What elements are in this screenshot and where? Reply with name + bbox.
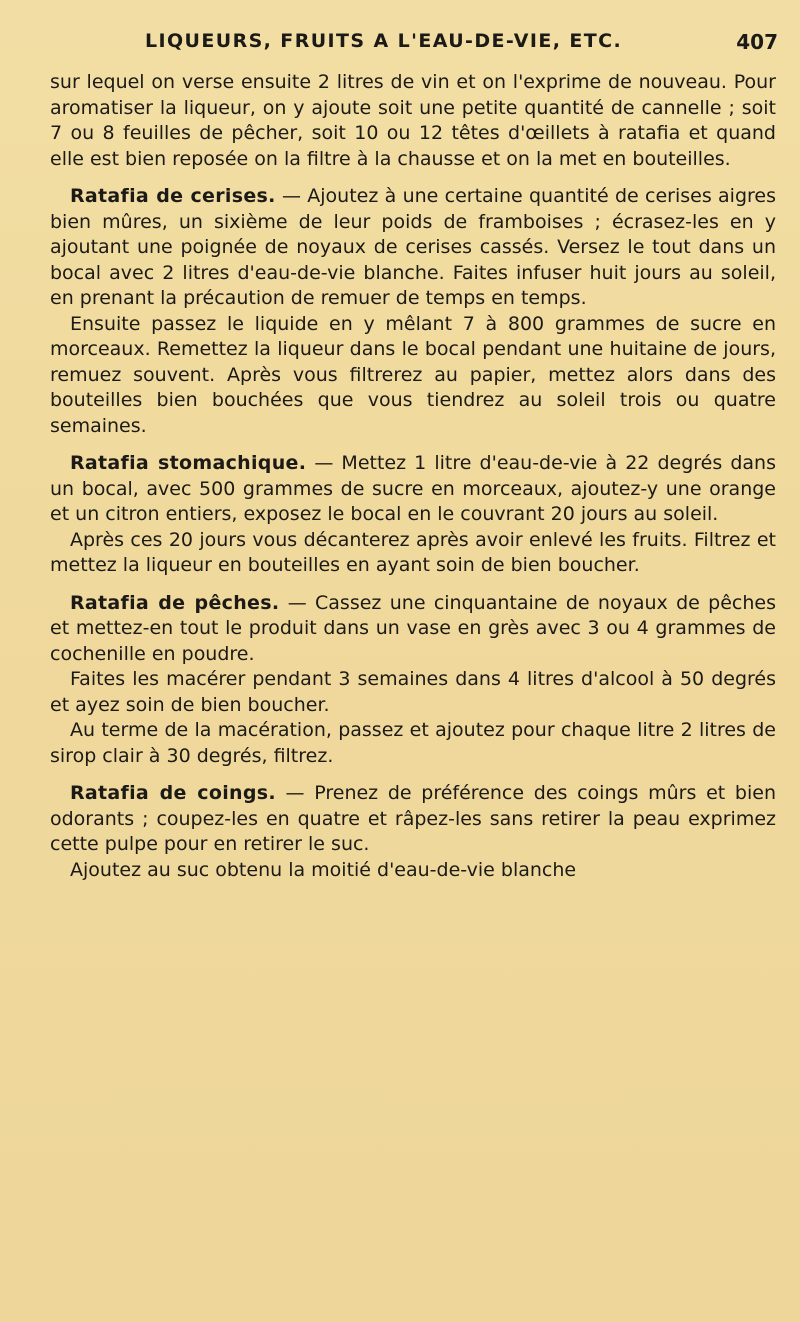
paragraph-text: Ajoutez au suc obtenu la moitié d'eau-de-vie blanche xyxy=(70,858,577,881)
page-number: 407 xyxy=(736,30,778,54)
recipe-heading: Ratafia stomachique. xyxy=(70,452,307,474)
recipe-ratafia-peches xyxy=(50,591,776,668)
paragraph xyxy=(50,858,776,884)
recipe-ratafia-coings xyxy=(50,781,776,858)
paragraph xyxy=(50,667,776,718)
recipe-ratafia-cerises xyxy=(50,184,776,312)
recipe-heading: Ratafia de cerises. xyxy=(70,185,276,207)
paragraph xyxy=(50,312,776,440)
paragraph xyxy=(50,718,776,769)
paragraph-text: Au terme de la macération, passez et ajoutez pour chaque litre 2 litres de sirop clair à 30 degrés, filtrez. xyxy=(50,719,776,767)
paragraph-text: — Cassez une cinquantaine de noyaux de pêches et mettez-en tout le produit dans un vase en grès avec 3 ou 4 grammes de cochenille en poudre. xyxy=(50,591,776,665)
paragraph-continuation xyxy=(50,70,776,172)
paragraph-text: Faites les macérer pendant 3 semaines dans 4 litres d'alcool à 50 degrés et ayez soin de bien boucher. xyxy=(50,668,776,716)
paragraph-text: Après ces 20 jours vous décanterez après avoir enlevé les fruits. Filtrez et mettez la liqueur en bouteilles en ayant soin de bien boucher. xyxy=(50,528,776,576)
recipe-heading: Ratafia de coings. xyxy=(70,782,276,804)
page-header xyxy=(0,18,800,58)
recipe-heading: Ratafia de pêches. xyxy=(70,591,280,614)
paragraph-text: — Prenez de préférence des coings mûrs et bien odorants ; coupez-les en quatre et râpez-les sans retirer la peau exprimez cette pulpe pour en retirer le suc. xyxy=(50,782,776,855)
paragraph-text: Ensuite passez le liquide en y mêlant 7 à 800 grammes de sucre en morceaux. Remettez la liqueur dans le bocal pendant une huitaine de jours, remuez souvent. Après vous filtrerez au papier, mettez alors dans des bouteilles bien bouchées que vous tiendrez au soleil trois ou quatre semaines. xyxy=(50,312,776,437)
recipe-ratafia-stomachique xyxy=(50,451,776,528)
running-title: LIQUEURS, FRUITS A L'EAU-DE-VIE, ETC. xyxy=(145,30,623,52)
paragraph-text: sur lequel on verse ensuite 2 litres de vin et on l'exprime de nouveau. Pour aromatiser la liqueur, on y ajoute soit une petite quantité de cannelle ; soit 7 ou 8 feuilles de pêcher, soit 10 ou 12 têtes d'œillets à ratafia et quand elle est bien reposée on la filtre à la chausse et on la met en bouteilles. xyxy=(50,71,776,170)
paragraph xyxy=(50,528,776,579)
body-text xyxy=(50,70,776,883)
paragraph-text: — Ajoutez à une certaine quantité de cerises aigres bien mûres, un sixième de leur poids de framboises ; écrasez-les en y ajoutant une poignée de noyaux de cerises cassés. Versez le tout dans un bocal avec 2 litres d'eau-de-vie blanche. Faites infuser huit jours au soleil, en prenant la précaution de remuer de temps en temps. xyxy=(50,185,776,309)
paragraph-text: — Mettez 1 litre d'eau-de-vie à 22 degrés dans un bocal, avec 500 grammes de sucre en morceaux, ajoutez-y une orange et un citron entiers, exposez le bocal en le couvrant 20 jours au soleil. xyxy=(50,452,776,525)
